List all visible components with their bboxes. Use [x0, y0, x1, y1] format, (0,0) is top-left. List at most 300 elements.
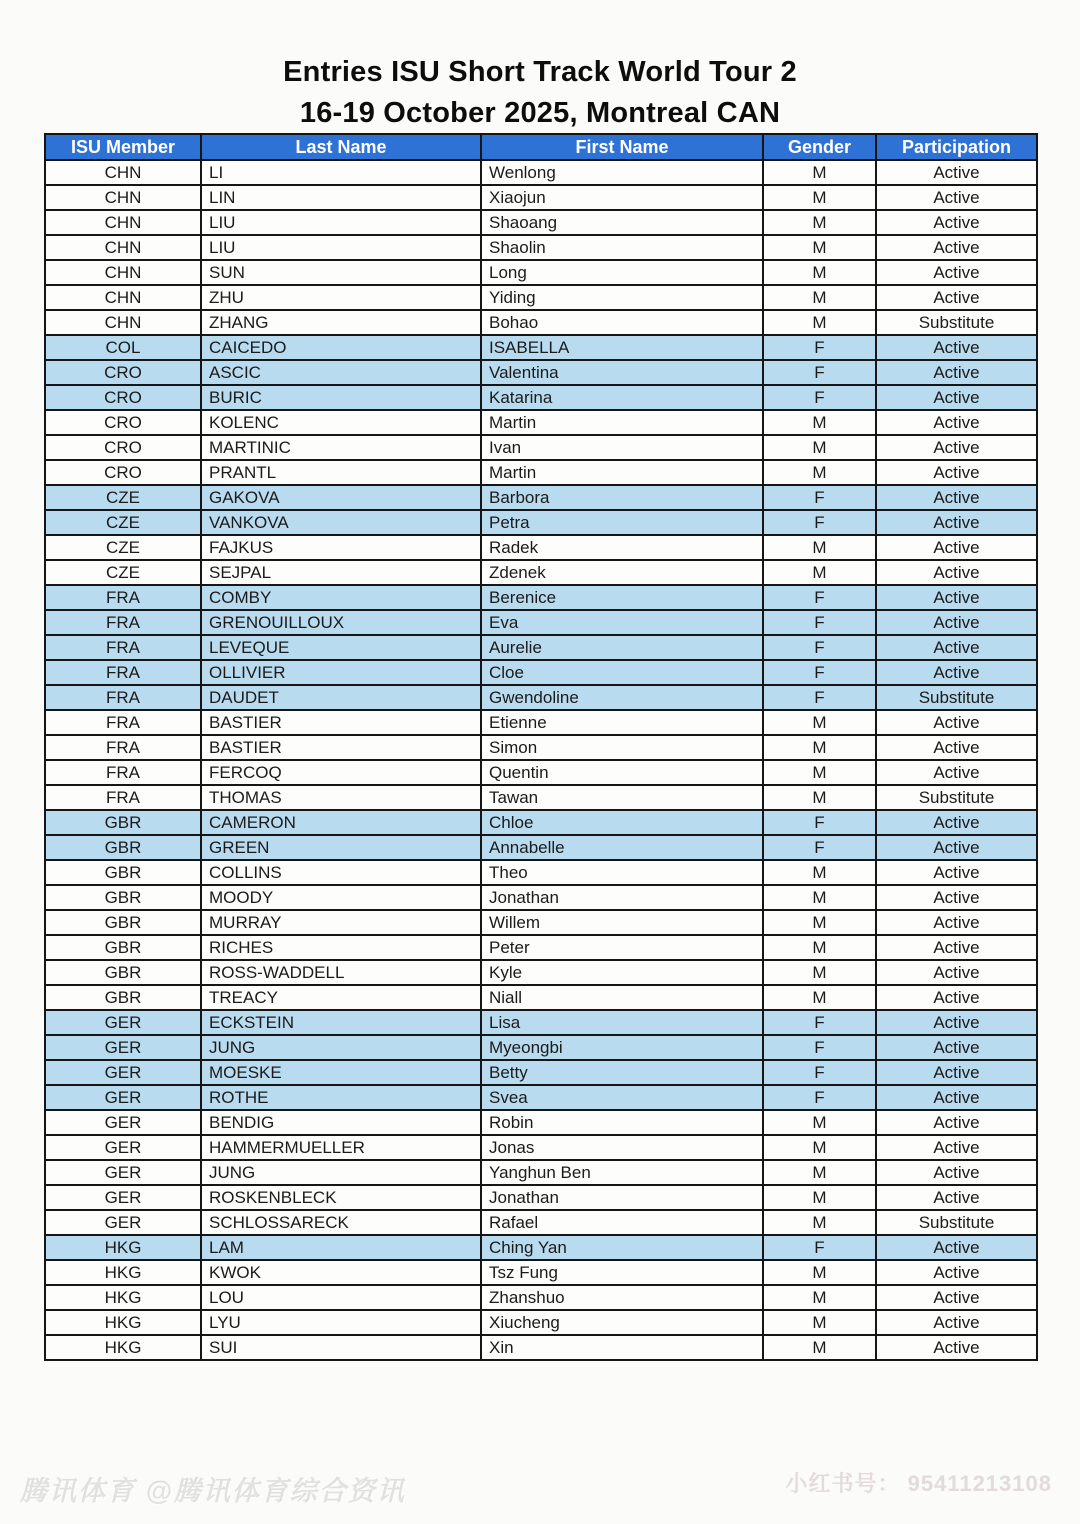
table-row: [45, 410, 1037, 435]
cell-first-name: Long: [481, 260, 763, 285]
table-row: [45, 785, 1037, 810]
cell-gender: F: [763, 810, 876, 835]
table-row: [45, 1135, 1037, 1160]
cell-isu-member: CHN: [45, 235, 201, 260]
cell-last-name: DAUDET: [201, 685, 481, 710]
cell-participation: Active: [876, 1135, 1037, 1160]
cell-participation: Active: [876, 210, 1037, 235]
column-header-isu-member: ISU Member: [45, 134, 201, 160]
cell-gender: F: [763, 360, 876, 385]
table-row: [45, 435, 1037, 460]
cell-last-name: LEVEQUE: [201, 635, 481, 660]
cell-last-name: SCHLOSSARECK: [201, 1210, 481, 1235]
cell-first-name: Martin: [481, 410, 763, 435]
cell-isu-member: CZE: [45, 560, 201, 585]
cell-isu-member: FRA: [45, 685, 201, 710]
cell-gender: M: [763, 535, 876, 560]
cell-first-name: Cloe: [481, 660, 763, 685]
cell-gender: M: [763, 1185, 876, 1210]
cell-isu-member: COL: [45, 335, 201, 360]
cell-participation: Active: [876, 410, 1037, 435]
cell-last-name: GAKOVA: [201, 485, 481, 510]
cell-isu-member: HKG: [45, 1260, 201, 1285]
cell-first-name: Gwendoline: [481, 685, 763, 710]
table-row: [45, 560, 1037, 585]
cell-gender: M: [763, 410, 876, 435]
cell-isu-member: GER: [45, 1110, 201, 1135]
cell-gender: M: [763, 310, 876, 335]
cell-last-name: GREEN: [201, 835, 481, 860]
cell-last-name: GRENOUILLOUX: [201, 610, 481, 635]
cell-isu-member: FRA: [45, 785, 201, 810]
cell-participation: Active: [876, 1235, 1037, 1260]
cell-isu-member: GBR: [45, 885, 201, 910]
table-row: [45, 1185, 1037, 1210]
table-row: [45, 310, 1037, 335]
watermark-source: 腾讯体育 @腾讯体育综合资讯: [20, 1476, 406, 1506]
cell-gender: M: [763, 735, 876, 760]
cell-first-name: Jonathan: [481, 1185, 763, 1210]
column-header-gender: Gender: [763, 134, 876, 160]
cell-last-name: FERCOQ: [201, 760, 481, 785]
table-row: [45, 1285, 1037, 1310]
cell-first-name: Willem: [481, 910, 763, 935]
table-row: [45, 585, 1037, 610]
cell-last-name: VANKOVA: [201, 510, 481, 535]
table-row: [45, 1235, 1037, 1260]
cell-gender: M: [763, 910, 876, 935]
cell-isu-member: GBR: [45, 810, 201, 835]
table-row: [45, 210, 1037, 235]
cell-participation: Active: [876, 510, 1037, 535]
cell-gender: F: [763, 1235, 876, 1260]
cell-last-name: COMBY: [201, 585, 481, 610]
table-row: [45, 760, 1037, 785]
table-row: [45, 835, 1037, 860]
cell-isu-member: CHN: [45, 310, 201, 335]
cell-first-name: Martin: [481, 460, 763, 485]
cell-gender: F: [763, 685, 876, 710]
table-row: [45, 935, 1037, 960]
cell-first-name: Zdenek: [481, 560, 763, 585]
cell-first-name: Bohao: [481, 310, 763, 335]
cell-participation: Active: [876, 735, 1037, 760]
cell-isu-member: GBR: [45, 835, 201, 860]
cell-last-name: THOMAS: [201, 785, 481, 810]
cell-participation: Substitute: [876, 785, 1037, 810]
cell-last-name: BENDIG: [201, 1110, 481, 1135]
table-row: [45, 1085, 1037, 1110]
cell-last-name: JUNG: [201, 1160, 481, 1185]
cell-participation: Active: [876, 1185, 1037, 1210]
cell-last-name: LIU: [201, 210, 481, 235]
document-title: [0, 52, 1080, 133]
table-row: [45, 710, 1037, 735]
cell-gender: M: [763, 760, 876, 785]
cell-participation: Active: [876, 285, 1037, 310]
table-row: [45, 535, 1037, 560]
cell-gender: M: [763, 1260, 876, 1285]
cell-first-name: Wenlong: [481, 160, 763, 185]
cell-participation: Active: [876, 1285, 1037, 1310]
table-row: [45, 510, 1037, 535]
cell-gender: F: [763, 385, 876, 410]
cell-gender: F: [763, 485, 876, 510]
cell-participation: Active: [876, 585, 1037, 610]
table-row: [45, 1260, 1037, 1285]
cell-gender: F: [763, 335, 876, 360]
cell-isu-member: GER: [45, 1085, 201, 1110]
cell-participation: Active: [876, 360, 1037, 385]
table-row: [45, 285, 1037, 310]
cell-gender: M: [763, 1310, 876, 1335]
cell-last-name: CAICEDO: [201, 335, 481, 360]
table-row: [45, 960, 1037, 985]
cell-last-name: MARTINIC: [201, 435, 481, 460]
cell-isu-member: FRA: [45, 710, 201, 735]
cell-last-name: TREACY: [201, 985, 481, 1010]
cell-participation: Substitute: [876, 685, 1037, 710]
cell-participation: Active: [876, 860, 1037, 885]
cell-last-name: ASCIC: [201, 360, 481, 385]
cell-isu-member: CZE: [45, 535, 201, 560]
cell-gender: M: [763, 1210, 876, 1235]
cell-first-name: Tsz Fung: [481, 1260, 763, 1285]
cell-participation: Active: [876, 835, 1037, 860]
cell-gender: M: [763, 460, 876, 485]
cell-participation: Active: [876, 1085, 1037, 1110]
cell-last-name: CAMERON: [201, 810, 481, 835]
cell-gender: F: [763, 585, 876, 610]
cell-isu-member: GER: [45, 1185, 201, 1210]
cell-participation: Active: [876, 185, 1037, 210]
cell-participation: Active: [876, 935, 1037, 960]
cell-last-name: BURIC: [201, 385, 481, 410]
cell-first-name: Valentina: [481, 360, 763, 385]
cell-last-name: LIN: [201, 185, 481, 210]
cell-last-name: PRANTL: [201, 460, 481, 485]
cell-gender: F: [763, 1035, 876, 1060]
cell-gender: M: [763, 960, 876, 985]
cell-participation: Substitute: [876, 1210, 1037, 1235]
cell-participation: Active: [876, 560, 1037, 585]
cell-participation: Active: [876, 335, 1037, 360]
cell-first-name: Svea: [481, 1085, 763, 1110]
cell-last-name: ZHANG: [201, 310, 481, 335]
cell-participation: Active: [876, 635, 1037, 660]
cell-first-name: Barbora: [481, 485, 763, 510]
cell-gender: M: [763, 1135, 876, 1160]
cell-participation: Active: [876, 885, 1037, 910]
cell-participation: Active: [876, 385, 1037, 410]
cell-isu-member: GBR: [45, 935, 201, 960]
column-header-first-name: First Name: [481, 134, 763, 160]
column-header-participation: Participation: [876, 134, 1037, 160]
cell-first-name: Aurelie: [481, 635, 763, 660]
cell-participation: Active: [876, 1160, 1037, 1185]
title-line-2: 16-19 October 2025, Montreal CAN: [299, 96, 781, 129]
cell-last-name: MURRAY: [201, 910, 481, 935]
table-row: [45, 1335, 1037, 1360]
cell-isu-member: HKG: [45, 1285, 201, 1310]
cell-participation: Active: [876, 1035, 1037, 1060]
cell-gender: M: [763, 260, 876, 285]
cell-first-name: Xiaojun: [481, 185, 763, 210]
cell-isu-member: HKG: [45, 1310, 201, 1335]
entries-table-body: [45, 160, 1037, 1360]
cell-isu-member: GBR: [45, 910, 201, 935]
cell-last-name: RICHES: [201, 935, 481, 960]
cell-first-name: Eva: [481, 610, 763, 635]
cell-isu-member: CRO: [45, 360, 201, 385]
cell-first-name: Kyle: [481, 960, 763, 985]
cell-participation: Active: [876, 485, 1037, 510]
cell-participation: Active: [876, 710, 1037, 735]
cell-last-name: COLLINS: [201, 860, 481, 885]
cell-participation: Active: [876, 985, 1037, 1010]
cell-first-name: Annabelle: [481, 835, 763, 860]
table-row: [45, 335, 1037, 360]
table-row: [45, 1035, 1037, 1060]
cell-gender: M: [763, 185, 876, 210]
cell-first-name: Myeongbi: [481, 1035, 763, 1060]
cell-first-name: Betty: [481, 1060, 763, 1085]
table-row: [45, 1110, 1037, 1135]
cell-gender: M: [763, 885, 876, 910]
cell-isu-member: CHN: [45, 285, 201, 310]
cell-gender: F: [763, 835, 876, 860]
cell-first-name: Niall: [481, 985, 763, 1010]
cell-last-name: LAM: [201, 1235, 481, 1260]
cell-last-name: SUN: [201, 260, 481, 285]
table-row: [45, 235, 1037, 260]
cell-first-name: Peter: [481, 935, 763, 960]
cell-participation: Active: [876, 660, 1037, 685]
cell-gender: M: [763, 1110, 876, 1135]
cell-gender: M: [763, 285, 876, 310]
cell-participation: Active: [876, 460, 1037, 485]
cell-last-name: HAMMERMUELLER: [201, 1135, 481, 1160]
cell-participation: Active: [876, 910, 1037, 935]
cell-participation: Active: [876, 610, 1037, 635]
cell-gender: M: [763, 210, 876, 235]
table-row: [45, 910, 1037, 935]
cell-first-name: Shaolin: [481, 235, 763, 260]
cell-isu-member: CZE: [45, 485, 201, 510]
table-row: [45, 160, 1037, 185]
cell-last-name: KOLENC: [201, 410, 481, 435]
cell-last-name: OLLIVIER: [201, 660, 481, 685]
cell-isu-member: CHN: [45, 185, 201, 210]
cell-isu-member: FRA: [45, 585, 201, 610]
table-row: [45, 1060, 1037, 1085]
cell-participation: Active: [876, 160, 1037, 185]
cell-first-name: Jonathan: [481, 885, 763, 910]
cell-last-name: LI: [201, 160, 481, 185]
cell-gender: M: [763, 1335, 876, 1360]
watermark-account-number: 小红书号： 95411213108: [785, 1471, 1052, 1496]
table-row: [45, 485, 1037, 510]
cell-first-name: Tawan: [481, 785, 763, 810]
table-header-row: [45, 134, 1037, 160]
cell-first-name: Radek: [481, 535, 763, 560]
cell-last-name: SUI: [201, 1335, 481, 1360]
cell-participation: Active: [876, 960, 1037, 985]
column-header-last-name: Last Name: [201, 134, 481, 160]
cell-isu-member: GBR: [45, 960, 201, 985]
cell-isu-member: HKG: [45, 1235, 201, 1260]
cell-last-name: LIU: [201, 235, 481, 260]
cell-isu-member: GER: [45, 1060, 201, 1085]
cell-last-name: FAJKUS: [201, 535, 481, 560]
cell-last-name: KWOK: [201, 1260, 481, 1285]
cell-first-name: Simon: [481, 735, 763, 760]
cell-last-name: ROTHE: [201, 1085, 481, 1110]
cell-isu-member: CHN: [45, 160, 201, 185]
cell-gender: M: [763, 935, 876, 960]
cell-gender: M: [763, 710, 876, 735]
cell-gender: M: [763, 985, 876, 1010]
cell-first-name: Chloe: [481, 810, 763, 835]
cell-isu-member: GBR: [45, 985, 201, 1010]
cell-gender: M: [763, 235, 876, 260]
cell-isu-member: CRO: [45, 435, 201, 460]
cell-last-name: BASTIER: [201, 710, 481, 735]
cell-first-name: Shaoang: [481, 210, 763, 235]
cell-isu-member: FRA: [45, 735, 201, 760]
cell-isu-member: FRA: [45, 610, 201, 635]
table-row: [45, 810, 1037, 835]
cell-participation: Substitute: [876, 310, 1037, 335]
cell-isu-member: CRO: [45, 385, 201, 410]
cell-participation: Active: [876, 235, 1037, 260]
cell-participation: Active: [876, 760, 1037, 785]
cell-gender: F: [763, 635, 876, 660]
cell-gender: F: [763, 1010, 876, 1035]
cell-last-name: JUNG: [201, 1035, 481, 1060]
cell-first-name: Robin: [481, 1110, 763, 1135]
table-row: [45, 1160, 1037, 1185]
cell-last-name: SEJPAL: [201, 560, 481, 585]
cell-first-name: Ivan: [481, 435, 763, 460]
cell-first-name: Yanghun Ben: [481, 1160, 763, 1185]
cell-isu-member: GER: [45, 1160, 201, 1185]
entries-table: [44, 133, 1038, 1361]
cell-isu-member: GER: [45, 1135, 201, 1160]
table-row: [45, 260, 1037, 285]
cell-first-name: Yiding: [481, 285, 763, 310]
cell-participation: Active: [876, 1335, 1037, 1360]
cell-first-name: Theo: [481, 860, 763, 885]
cell-isu-member: FRA: [45, 635, 201, 660]
cell-gender: M: [763, 1285, 876, 1310]
cell-last-name: ECKSTEIN: [201, 1010, 481, 1035]
cell-gender: M: [763, 435, 876, 460]
cell-participation: Active: [876, 1110, 1037, 1135]
table-row: [45, 735, 1037, 760]
cell-last-name: ROSKENBLECK: [201, 1185, 481, 1210]
table-row: [45, 460, 1037, 485]
cell-isu-member: HKG: [45, 1335, 201, 1360]
cell-isu-member: GER: [45, 1010, 201, 1035]
cell-last-name: LYU: [201, 1310, 481, 1335]
table-row: [45, 885, 1037, 910]
cell-isu-member: CZE: [45, 510, 201, 535]
table-row: [45, 1310, 1037, 1335]
cell-participation: Active: [876, 1260, 1037, 1285]
title-line-1: Entries ISU Short Track World Tour 2: [283, 56, 797, 88]
cell-participation: Active: [876, 1060, 1037, 1085]
cell-first-name: Xiucheng: [481, 1310, 763, 1335]
cell-last-name: LOU: [201, 1285, 481, 1310]
cell-participation: Active: [876, 260, 1037, 285]
cell-last-name: MOODY: [201, 885, 481, 910]
cell-participation: Active: [876, 535, 1037, 560]
cell-isu-member: CHN: [45, 260, 201, 285]
cell-isu-member: CRO: [45, 460, 201, 485]
cell-participation: Active: [876, 1310, 1037, 1335]
cell-last-name: BASTIER: [201, 735, 481, 760]
cell-gender: M: [763, 785, 876, 810]
cell-gender: M: [763, 1160, 876, 1185]
cell-first-name: Jonas: [481, 1135, 763, 1160]
cell-first-name: Quentin: [481, 760, 763, 785]
cell-participation: Active: [876, 1010, 1037, 1035]
cell-first-name: Xin: [481, 1335, 763, 1360]
table-row: [45, 1210, 1037, 1235]
cell-gender: F: [763, 1085, 876, 1110]
cell-isu-member: GER: [45, 1035, 201, 1060]
cell-first-name: Katarina: [481, 385, 763, 410]
table-row: [45, 360, 1037, 385]
cell-first-name: Zhanshuo: [481, 1285, 763, 1310]
cell-participation: Active: [876, 810, 1037, 835]
table-row: [45, 660, 1037, 685]
cell-isu-member: CHN: [45, 210, 201, 235]
cell-isu-member: CRO: [45, 410, 201, 435]
table-row: [45, 185, 1037, 210]
cell-first-name: Lisa: [481, 1010, 763, 1035]
table-row: [45, 1010, 1037, 1035]
cell-last-name: ROSS-WADDELL: [201, 960, 481, 985]
table-row: [45, 635, 1037, 660]
table-row: [45, 985, 1037, 1010]
table-row: [45, 385, 1037, 410]
cell-gender: M: [763, 860, 876, 885]
cell-first-name: ISABELLA: [481, 335, 763, 360]
cell-isu-member: FRA: [45, 660, 201, 685]
cell-gender: F: [763, 510, 876, 535]
cell-participation: Active: [876, 435, 1037, 460]
cell-first-name: Rafael: [481, 1210, 763, 1235]
cell-last-name: MOESKE: [201, 1060, 481, 1085]
cell-gender: F: [763, 660, 876, 685]
cell-first-name: Ching Yan: [481, 1235, 763, 1260]
cell-gender: F: [763, 610, 876, 635]
cell-isu-member: FRA: [45, 760, 201, 785]
cell-first-name: Petra: [481, 510, 763, 535]
cell-isu-member: GBR: [45, 860, 201, 885]
cell-gender: F: [763, 1060, 876, 1085]
cell-last-name: ZHU: [201, 285, 481, 310]
table-row: [45, 610, 1037, 635]
cell-isu-member: GER: [45, 1210, 201, 1235]
cell-gender: M: [763, 160, 876, 185]
table-row: [45, 685, 1037, 710]
table-row: [45, 860, 1037, 885]
cell-first-name: Etienne: [481, 710, 763, 735]
cell-first-name: Berenice: [481, 585, 763, 610]
